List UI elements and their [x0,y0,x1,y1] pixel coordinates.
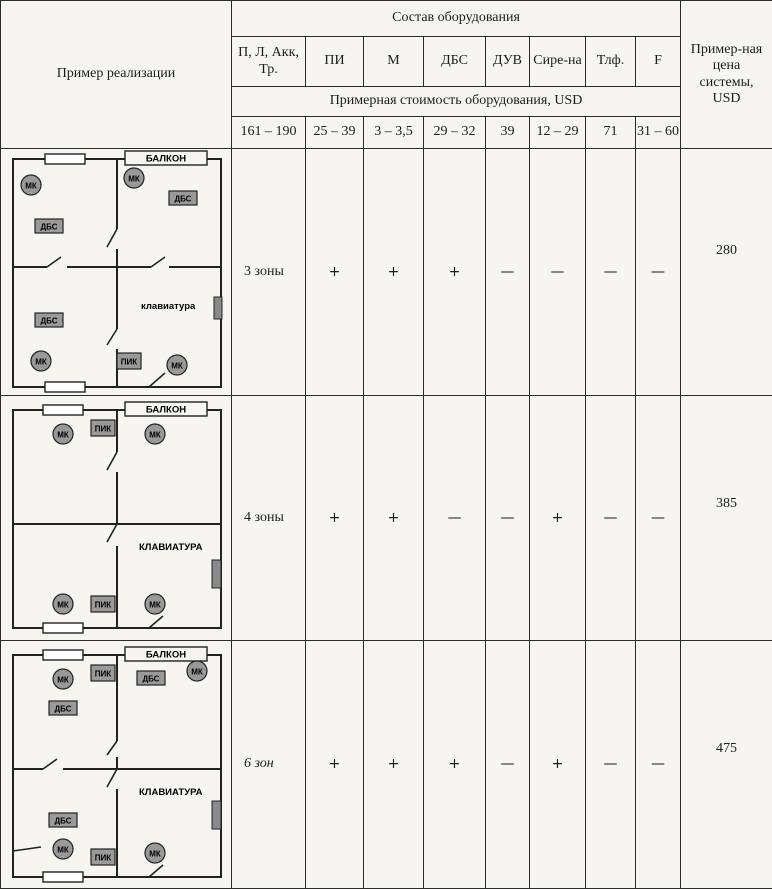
composition-header: Состав оборудования [232,1,681,37]
glass-break-label: ДБС [54,817,71,826]
glass-break-label: ДБС [142,675,159,684]
col-code-3: ДБС [424,37,486,87]
motion-detector-label: МК [149,601,161,610]
floor-plan-3-zones [1,149,232,395]
motion-detector-label: МК [57,431,69,440]
motion-detector-label: МК [57,846,69,855]
mark-cell: + [424,149,486,396]
mark-cell: + [306,396,364,641]
motion-detector-label: МК [35,358,47,367]
col-cost-2: 3 – 3,5 [364,117,424,149]
motion-detector-label: МК [191,668,203,677]
balcony-label: БАЛКОН [146,405,186,416]
mark-cell: + [530,396,586,641]
motion-detector-label: МК [149,431,161,440]
mark-cell: + [364,396,424,641]
pir-label: ПИК [121,358,138,367]
system-price: 475 [681,641,772,889]
motion-detector-label: МК [57,601,69,610]
floor-plan-4-zones [1,396,232,640]
col-code-7: F [636,37,681,87]
col-code-2: М [364,37,424,87]
col-cost-4: 39 [486,117,530,149]
mark-cell: — [486,396,530,641]
system-price: 280 [681,149,772,396]
mark-cell: — [586,641,636,889]
system-price-header-text: Пример-ная цена системы, USD [691,42,762,105]
col-code-0: П, Л, Акк, Тр. [232,37,306,87]
col-code-1: ПИ [306,37,364,87]
system-price: 385 [681,396,772,641]
floor-plan-cell [1,149,232,396]
floor-plan-6-zones [1,641,232,888]
example-header: Пример реализации [1,1,232,149]
mark-cell: — [486,641,530,889]
mark-cell: — [586,396,636,641]
keypad-label: клавиатура [141,301,196,312]
glass-break-label: ДБС [40,223,57,232]
table-row [1,396,772,641]
table-row [1,149,772,396]
mark-cell: + [306,641,364,889]
motion-detector-label: МК [149,850,161,859]
pir-label: ПИК [95,601,112,610]
system-price-header [681,1,772,149]
col-cost-0: 161 – 190 [232,117,306,149]
pir-label: ПИК [95,425,112,434]
mark-cell: — [636,641,681,889]
motion-detector-label: МК [128,175,140,184]
zones-count: 4 зоны [232,396,306,641]
zones-count: 3 зоны [232,149,306,396]
glass-break-label: ДБС [174,195,191,204]
mark-cell: — [636,149,681,396]
keypad-label: КЛАВИАТУРА [139,787,203,798]
col-code-4: ДУВ [486,37,530,87]
pir-label: ПИК [95,854,112,863]
col-cost-7: 31 – 60 [636,117,681,149]
col-cost-1: 25 – 39 [306,117,364,149]
mark-cell: — [530,149,586,396]
balcony-label: БАЛКОН [146,650,186,661]
keypad-label: КЛАВИАТУРА [139,542,203,553]
col-cost-5: 12 – 29 [530,117,586,149]
balcony-label: БАЛКОН [146,154,186,165]
zones-count: 6 зон [232,641,306,889]
pir-label: ПИК [95,670,112,679]
mark-cell: — [424,396,486,641]
table-row [1,641,772,889]
mark-cell: + [530,641,586,889]
cost-header: Примерная стоимость оборудования, USD [232,87,681,117]
mark-cell: + [306,149,364,396]
glass-break-label: ДБС [54,705,71,714]
col-code-5: Сире-на [530,37,586,87]
col-code-6: Тлф. [586,37,636,87]
mark-cell: + [424,641,486,889]
motion-detector-label: МК [171,362,183,371]
floor-plan-cell [1,641,232,889]
col-cost-6: 71 [586,117,636,149]
motion-detector-label: МК [57,676,69,685]
col-cost-3: 29 – 32 [424,117,486,149]
mark-cell: — [636,396,681,641]
mark-cell: + [364,149,424,396]
mark-cell: + [364,641,424,889]
mark-cell: — [486,149,530,396]
motion-detector-label: МК [25,182,37,191]
glass-break-label: ДБС [40,317,57,326]
floor-plan-cell [1,396,232,641]
mark-cell: — [586,149,636,396]
